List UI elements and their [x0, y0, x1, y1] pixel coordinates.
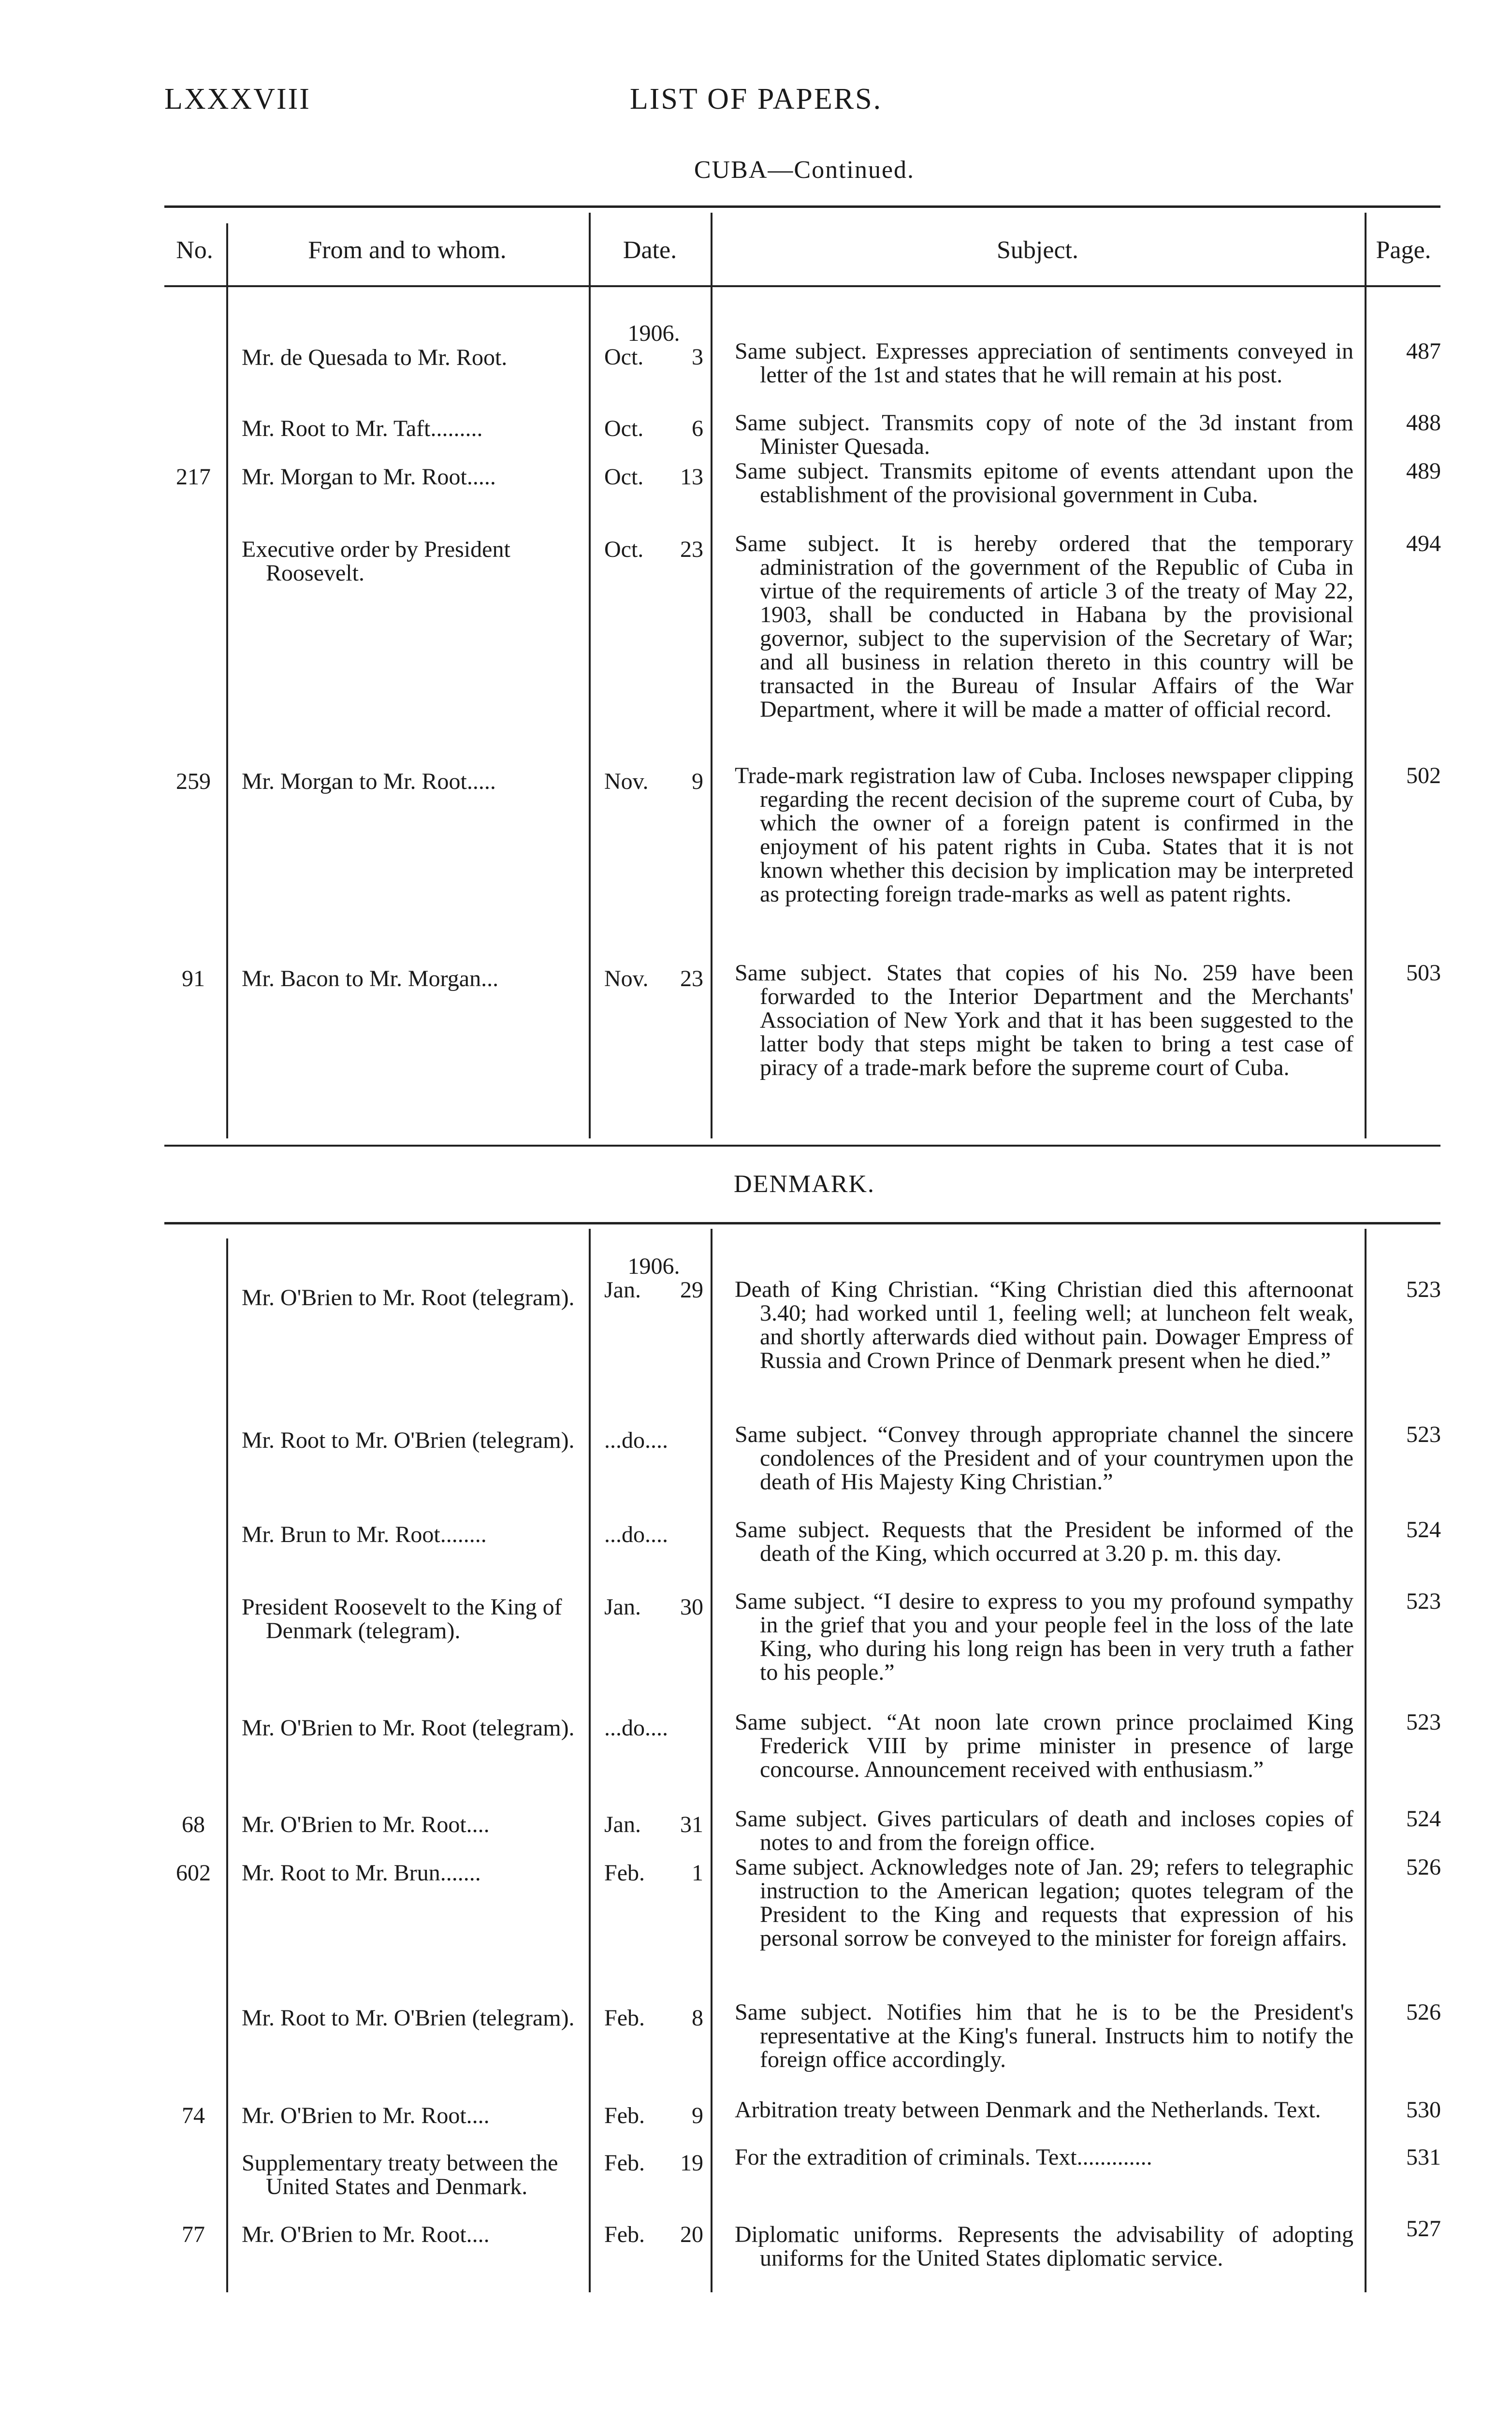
entry-date — [604, 1523, 703, 1546]
entry-month: Jan. — [604, 1277, 641, 1303]
column-header-date: Date. — [623, 236, 677, 264]
entry-from: Mr. Morgan to Mr. Root..... — [242, 769, 496, 794]
entry-page: 530 — [1406, 2097, 1441, 2123]
entry-from: Mr. Root to Mr. O'Brien (telegram). — [242, 1427, 575, 1453]
section-title-denmark: DENMARK. — [734, 1170, 875, 1198]
entry-subject: Same subject. Notifies him that he is to be the President's representative at the King's funeral. Instructs him to notify the foreign office accordingly. — [735, 1999, 1353, 2072]
cuba-col-divider-2 — [589, 213, 591, 1138]
entry-page: 523 — [1406, 1588, 1441, 1614]
entry-month: Feb. — [604, 2222, 645, 2247]
entry-subject: Same subject. Acknowledges note of Jan. 29; refers to telegraphic instruction to the American legation; quotes telegram of the President to the King and requests that expression of his personal sorrow be conveyed to the minister for foreign affairs. — [735, 1854, 1353, 1951]
entry-from: Mr. de Quesada to Mr. Root. — [242, 345, 508, 370]
entry-subject: Same subject. It is hereby ordered that the temporary administration of the government of the Republic of Cuba in virtue of the requirements of article 3 of the treaty of May 22, 1903, shall be conducted in Habana by the provisional governor, subject to the supervision of the Secretary of War; and all business in relation thereto in this country will be transacted in the Bureau of Insular Affairs of the War Department, where it will be made a matter of official record. — [735, 531, 1353, 722]
entry-no: 259 — [176, 769, 211, 794]
entry-from: Mr. Bacon to Mr. Morgan... — [242, 966, 499, 991]
section-title-cuba: CUBA—Continued. — [694, 156, 915, 184]
entry-no: 77 — [182, 2222, 205, 2247]
entry-date — [604, 2104, 703, 2127]
entry-subject: Same subject. “Convey through appropriate channel the sincere condolences of the President and of your countrymen upon the death of His Majesty King Christian.” — [735, 1422, 1353, 1495]
entry-day: 13 — [680, 464, 703, 490]
entry-from: Mr. O'Brien to Mr. Root.... — [242, 2103, 490, 2128]
entry-date — [604, 1428, 703, 1452]
entry-month: Oct. — [604, 416, 644, 441]
entry-day: 1 — [692, 1860, 703, 1886]
entry-day: 8 — [692, 2005, 703, 2031]
entry-date — [604, 1254, 703, 1302]
entry-date — [604, 2006, 703, 2030]
entry-month: Jan. — [604, 1812, 641, 1837]
entry-month: Feb. — [604, 2005, 645, 2031]
entry-date — [604, 1813, 703, 1836]
entry-page: 527 — [1406, 2216, 1441, 2242]
entry-month: ...do.... — [604, 1715, 668, 1741]
entry-month: Feb. — [604, 1860, 645, 1886]
entry-page: 523 — [1406, 1422, 1441, 1447]
cuba-col-divider-4 — [1365, 213, 1367, 1138]
entry-page: 526 — [1406, 1854, 1441, 1880]
entry-date — [604, 2223, 703, 2246]
entry-no: 74 — [182, 2103, 205, 2128]
entry-subject: Same subject. Requests that the President be informed of the death of the King, which occurred at 3.20 p. m. this day. — [735, 1517, 1353, 1566]
entry-date — [604, 465, 703, 489]
entry-page: 502 — [1406, 763, 1441, 788]
cuba-col-divider-1 — [226, 223, 228, 1138]
entry-day: 29 — [680, 1277, 703, 1303]
entry-date — [604, 321, 703, 369]
entry-subject: Same subject. Transmits epitome of events attendant upon the establishment of the provisional government in Cuba. — [735, 458, 1353, 508]
entry-day: 30 — [680, 1594, 703, 1620]
entry-date — [604, 770, 703, 793]
entry-no: 91 — [182, 966, 205, 991]
entry-subject: Same subject. “At noon late crown prince proclaimed King Frederick VIII by prime minister in presence of large concourse. Announcement received with enthusiasm.” — [735, 1709, 1353, 1782]
entry-date — [604, 1595, 703, 1619]
entry-from: Mr. Brun to Mr. Root........ — [242, 1522, 487, 1547]
entry-subject: Same subject. Expresses appreciation of sentiments conveyed in letter of the 1st and states that he will remain at his post. — [735, 338, 1353, 388]
entry-from: President Roosevelt to the King of Denmark (telegram). — [242, 1594, 562, 1644]
entry-page: 489 — [1406, 458, 1441, 484]
entry-page: 494 — [1406, 531, 1441, 556]
entry-month: Feb. — [604, 2150, 645, 2176]
entry-month: Feb. — [604, 2103, 645, 2128]
entry-page: 488 — [1406, 410, 1441, 436]
entry-day: 3 — [692, 344, 703, 370]
cuba-table-top-rule — [164, 205, 1440, 208]
entry-page: 523 — [1406, 1709, 1441, 1735]
entry-year: 1906. — [627, 320, 680, 346]
entry-day: 9 — [692, 769, 703, 794]
entry-page: 524 — [1406, 1517, 1441, 1543]
column-header-subject: Subject. — [997, 236, 1078, 264]
entry-subject: For the extradition of criminals. Text............. — [735, 2144, 1152, 2170]
entry-no: 217 — [176, 464, 211, 490]
running-title: LIST OF PAPERS. — [629, 83, 883, 116]
denmark-col-divider-2 — [589, 1229, 591, 2292]
entry-from: Mr. Root to Mr. O'Brien (telegram). — [242, 2005, 575, 2031]
entry-date — [604, 417, 703, 440]
entry-month: Oct. — [604, 464, 644, 490]
entry-date — [604, 1861, 703, 1885]
page-number: LXXXVIII — [164, 83, 311, 116]
entry-subject: Same subject. “I desire to express to you my profound sympathy in the grief that you and your people feel in the loss of the late King, who during his long reign has been in very truth a father to his people.” — [735, 1588, 1353, 1685]
entry-from: Supplementary treaty between the United States and Denmark. — [242, 2150, 558, 2199]
cuba-table-bottom-rule — [164, 1145, 1440, 1147]
entry-from: Mr. Morgan to Mr. Root..... — [242, 464, 496, 490]
entry-month: Nov. — [604, 769, 649, 794]
entry-day: 19 — [680, 2150, 703, 2176]
entry-subject: Diplomatic uniforms. Represents the advisability of adopting uniforms for the United States diplomatic service. — [735, 2222, 1353, 2271]
entry-month: ...do.... — [604, 1427, 668, 1453]
entry-subject: Arbitration treaty between Denmark and the Netherlands. Text. — [735, 2097, 1321, 2123]
entry-year: 1906. — [627, 1253, 680, 1279]
entry-subject: Trade-mark registration law of Cuba. Incloses newspaper clipping regarding the recent decision of the supreme court of Cuba, by which the owner of a foreign patent is confirmed in the enjoyment of his patent rights in Cuba. States that it is not known whether this decision by implication may be interpreted as protecting foreign trade-marks as well as patent rights. — [735, 763, 1353, 907]
entry-date — [604, 1716, 703, 1740]
entry-from: Mr. Root to Mr. Taft......... — [242, 416, 483, 441]
entry-month: Oct. — [604, 344, 644, 370]
entry-from: Mr. Root to Mr. Brun....... — [242, 1860, 481, 1886]
entry-from: Mr. O'Brien to Mr. Root.... — [242, 1812, 490, 1837]
entry-day: 9 — [692, 2103, 703, 2128]
entry-page: 526 — [1406, 1999, 1441, 2025]
entry-subject: Same subject. Transmits copy of note of the 3d instant from Minister Quesada. — [735, 410, 1353, 459]
entry-date — [604, 538, 703, 561]
entry-subject: Death of King Christian. “King Christian died this afternoonat 3.40; had worked until 1, feeling well; at luncheon felt weak, and shortly afterwards died without pain. Dowager Empress of Russia and Crown Prince of Denmark present when he died.” — [735, 1277, 1353, 1373]
entry-page: 531 — [1406, 2144, 1441, 2170]
entry-day: 23 — [680, 966, 703, 991]
denmark-col-divider-3 — [711, 1229, 712, 2292]
entry-from: Executive order by President Roosevelt. — [242, 537, 510, 586]
entry-date — [604, 967, 703, 990]
cuba-header-rule — [164, 285, 1440, 287]
entry-month: Oct. — [604, 537, 644, 562]
entry-from: Mr. O'Brien to Mr. Root.... — [242, 2222, 490, 2247]
column-header-from-to: From and to whom. — [308, 236, 507, 264]
cuba-col-divider-3 — [711, 213, 712, 1138]
entry-day: 6 — [692, 416, 703, 441]
entry-no: 68 — [182, 1812, 205, 1837]
entry-from: Mr. O'Brien to Mr. Root (telegram). — [242, 1715, 575, 1741]
entry-month: Jan. — [604, 1594, 641, 1620]
entry-subject: Same subject. Gives particulars of death and incloses copies of notes to and from the foreign office. — [735, 1806, 1353, 1855]
entry-day: 31 — [680, 1812, 703, 1837]
entry-page: 503 — [1406, 960, 1441, 986]
entry-no: 602 — [176, 1860, 211, 1886]
entry-day: 20 — [680, 2222, 703, 2247]
denmark-col-divider-4 — [1365, 1229, 1367, 2292]
column-header-page: Page. — [1376, 236, 1431, 264]
entry-month: Nov. — [604, 966, 649, 991]
entry-page: 487 — [1406, 338, 1441, 364]
denmark-col-divider-1 — [226, 1238, 228, 2292]
entry-page: 523 — [1406, 1277, 1441, 1302]
column-header-no: No. — [176, 236, 213, 264]
entry-from: Mr. O'Brien to Mr. Root (telegram). — [242, 1285, 575, 1310]
denmark-table-top-rule — [164, 1222, 1440, 1224]
entry-day: 23 — [680, 537, 703, 562]
entry-month: ...do.... — [604, 1522, 668, 1547]
entry-subject: Same subject. States that copies of his No. 259 have been forwarded to the Interior Department and the Merchants' Association of New York and that it has been suggested to the latter body that steps might be taken to bring a test case of piracy of a trade-mark before the supreme court of Cuba. — [735, 960, 1353, 1080]
entry-page: 524 — [1406, 1806, 1441, 1832]
entry-date — [604, 2151, 703, 2175]
